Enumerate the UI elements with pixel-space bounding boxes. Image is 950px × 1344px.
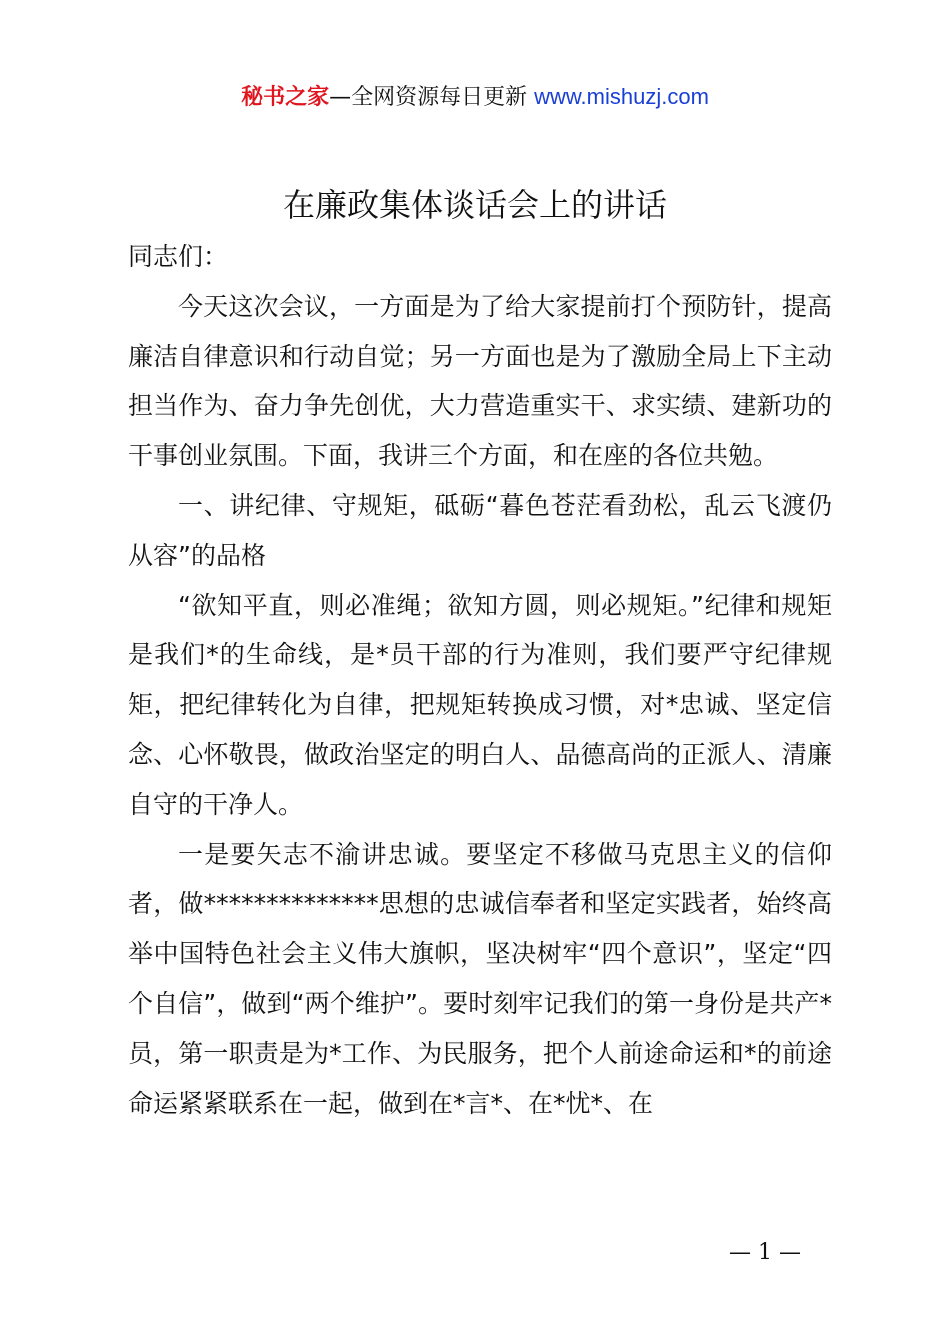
document-title: 在廉政集体谈话会上的讲话 <box>282 186 667 224</box>
paragraph-intro: 今天这次会议，一方面是为了给大家提前打个预防针，提高廉洁自律意识和行动自觉；另一方面也是为了激励全局上下主动担当作为、奋力争先创优，大力营造重实干、求实绩、建新功的干事创业氛围。下面，我讲三个方面，和在座的各位共勉。 <box>128 291 832 471</box>
salutation: 同志们： <box>128 242 229 271</box>
page-number: — 1 — <box>729 1240 801 1265</box>
paragraph-loyalty: 一是要矢志不渝讲忠诚。要坚定不移做马克思主义的信仰者，做**************思想的忠诚信奉者和坚定实践者，始终高举中国特色社会主义伟大旗帜，坚决树牢“四个意识”，坚定“四个自信”，做到“两个维护”。要时刻牢记我们的第一身份是共产*员，第一职责是为*工作、为民服务，把个人前途命运和*的前途命运紧紧联系在一起，做到在*言*、在*忧*、在 <box>128 839 832 1118</box>
header-slogan: —全网资源每日更新 <box>329 85 528 110</box>
site-header <box>0 80 950 115</box>
brand-name: 秘书之家 <box>241 85 330 110</box>
section-heading-1: 一、讲纪律、守规矩，砥砺“暮色苍茫看劲松，乱云飞渡仍从容”的品格 <box>128 490 832 570</box>
paragraph-discipline: “欲知平直，则必准绳；欲知方圆，则必规矩。”纪律和规矩是我们*的生命线，是*员干部的行为准则，我们要严守纪律规矩，把纪律转化为自律，把规矩转换成习惯，对*忠诚、坚定信念、心怀敬畏，做政治坚定的明白人、品德高尚的正派人、清廉自守的干净人。 <box>128 590 832 819</box>
document-body <box>128 232 832 1128</box>
site-url[interactable]: www.mishuzj.com <box>534 84 709 109</box>
